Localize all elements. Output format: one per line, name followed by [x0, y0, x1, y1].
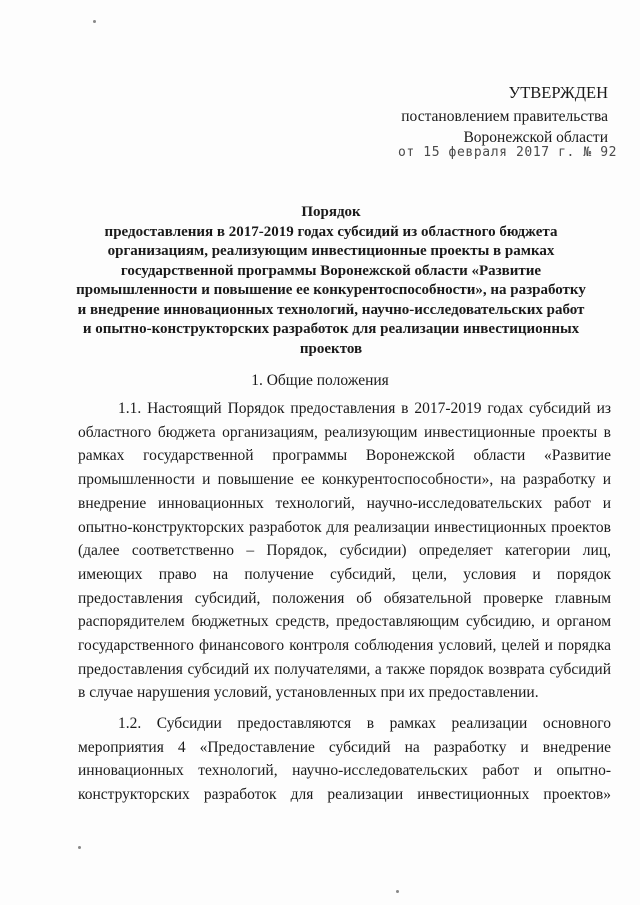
paragraph-1-1 [78, 397, 611, 705]
paragraph-line: имеющих право на получение субсидий, цели, условия и порядок [78, 565, 611, 583]
title-line: проектов [299, 340, 363, 357]
paragraph-line: распорядителем бюджетных средств, предоставляющим субсидию, и органом [78, 613, 611, 631]
paragraph-line: областного бюджета организациям, реализующим инвестиционные проекты в [78, 423, 611, 441]
title-line: и внедрение инновационных технологий, научно-исследовательских работ [77, 301, 585, 318]
title-line: Порядок [301, 204, 361, 220]
paragraph-line: предоставления субсидий, положения об обязательной проверке главным [78, 589, 611, 607]
paragraph-line: внедрение инновационных технологий, научно-исследовательских работ и [78, 494, 611, 512]
paragraph-line: предоставления субсидий их получателями, а также порядок возврата субсидий [78, 660, 611, 678]
date-number-stamp: от 15 февраля 2017 г. № 92 [398, 145, 618, 160]
paragraph-1-2 [78, 712, 611, 807]
title-line: организациям, реализующим инвестиционные проекты в рамках [107, 243, 555, 259]
title-line: промышленности и повышение ее конкурентоспособности», на разработку [76, 282, 586, 298]
approval-title: УТВЕРЖДЕН [508, 83, 608, 102]
paragraph-line: государственного финансового контроля соблюдения условий, целей и порядка [78, 637, 611, 655]
paragraph-line: (далее соответственно – Порядок, субсидии) определяет категории лиц, [78, 542, 611, 560]
document-title [60, 203, 602, 359]
scan-speck [396, 890, 399, 893]
paragraph-line: инновационных технологий, научно-исследовательских работ и опытно- [78, 762, 611, 780]
paragraph-line: в случае нарушения условий, установленных при их предоставлении. [78, 684, 539, 702]
paragraph-line: промышленности и повышение ее конкурентоспособности», на разработку и [78, 471, 611, 489]
paragraph-line: конструкторских разработок для реализации инвестиционных проектов» [78, 786, 611, 804]
scan-speck [93, 20, 96, 23]
title-line: государственной программы Воронежской области «Развитие [120, 262, 542, 279]
approval-authority: постановлением правительства [401, 108, 608, 125]
title-line: предоставления в 2017-2019 годах субсидий из областного бюджета [104, 223, 558, 240]
approval-region: Воронежской области [463, 129, 608, 146]
approval-block [401, 82, 608, 148]
scan-speck [78, 846, 81, 849]
paragraph-line: 1.1. Настоящий Порядок предоставления в 2017-2019 годах субсидий из [118, 400, 611, 417]
paragraph-line: рамках государственной программы Воронежской области «Развитие [78, 447, 611, 465]
paragraph-line: 1.2. Субсидии предоставляются в рамках реализации основного [118, 715, 611, 732]
paragraph-line: опытно-конструкторских разработок для реализации инвестиционных проектов [78, 518, 611, 536]
paragraph-line: мероприятия 4 «Предоставление субсидий на разработку и внедрение [78, 738, 611, 756]
section-heading: 1. Общие положения [251, 372, 389, 389]
title-line: и опытно-конструкторских разработок для реализации инвестиционных [82, 321, 580, 337]
